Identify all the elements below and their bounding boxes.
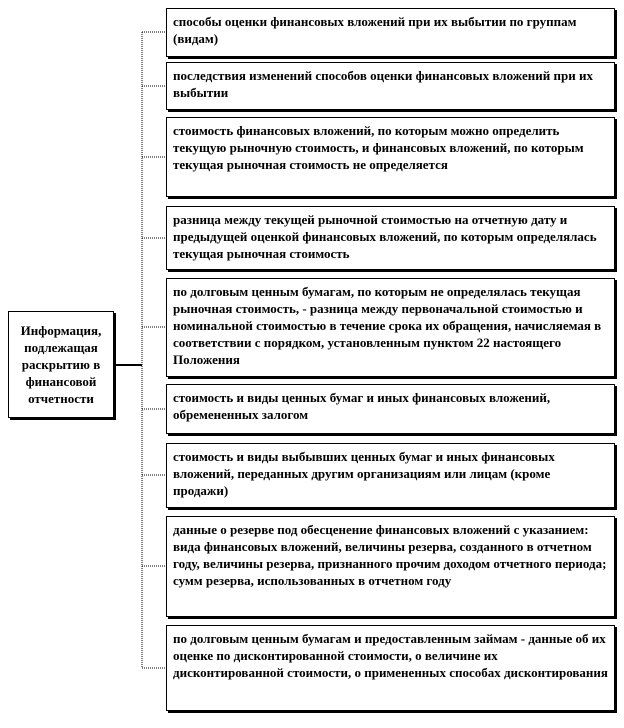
disclosure-item-1	[166, 62, 615, 110]
disclosure-item-6	[166, 443, 615, 508]
disclosure-item-2	[166, 117, 615, 197]
disclosure-item-7	[166, 516, 615, 617]
disclosure-item-text: по долговым ценным бумагам и предоставленным займам - данные об их оценке по дисконтированной стоимости, о величине их дисконтированной стоимости, о примененных способах дисконтирования	[173, 631, 608, 680]
disclosure-item-text: способы оценки финансовых вложений при их выбытии по группам (видам)	[173, 14, 577, 46]
disclosure-item-text: стоимость и виды выбывших ценных бумаг и иных финансовых вложений, переданных другим организациям или лицам (кроме продажи)	[173, 449, 555, 498]
disclosure-item-text: разница между текущей рыночной стоимостью на отчетную дату и предыдущей оценкой финансовых вложений, по которым определялась текущая рыночная стоимость	[173, 212, 597, 261]
disclosure-item-8	[166, 625, 615, 711]
disclosure-item-0	[166, 8, 615, 57]
root-node-label: Информация, подлежащая раскрытию в финансовой отчетности	[20, 323, 102, 406]
disclosure-item-3	[166, 206, 615, 270]
disclosure-item-text: последствия изменений способов оценки финансовых вложений при их выбытии	[173, 68, 593, 100]
disclosure-item-text: стоимость и виды ценных бумаг и иных финансовых вложений, обремененных залогом	[173, 390, 551, 422]
disclosure-item-text: стоимость финансовых вложений, по которым можно определить текущую рыночную стоимость, и финансовых вложений, по которым текущая рыночная стоимость не определяется	[173, 123, 584, 172]
disclosure-item-text: по долговым ценным бумагам, по которым не определялась текущая рыночная стоимость, - разница между первоначальной стоимостью и номинальной стоимостью в течение срока их обращения, начисляемая в соответствии с порядком, установленным пунктом 22 настоящего Положения	[173, 284, 602, 367]
disclosure-item-4	[166, 278, 615, 377]
disclosure-item-text: данные о резерве под обесценение финансовых вложений с указанием: вида финансовых вложений, величины резерва, созданного в отчетном году, величины резерва, признанного прочим доходом отчетного периода; сумм резерва, использованных в отчетном году	[173, 522, 607, 588]
root-node	[8, 311, 114, 418]
disclosure-item-5	[166, 384, 615, 434]
